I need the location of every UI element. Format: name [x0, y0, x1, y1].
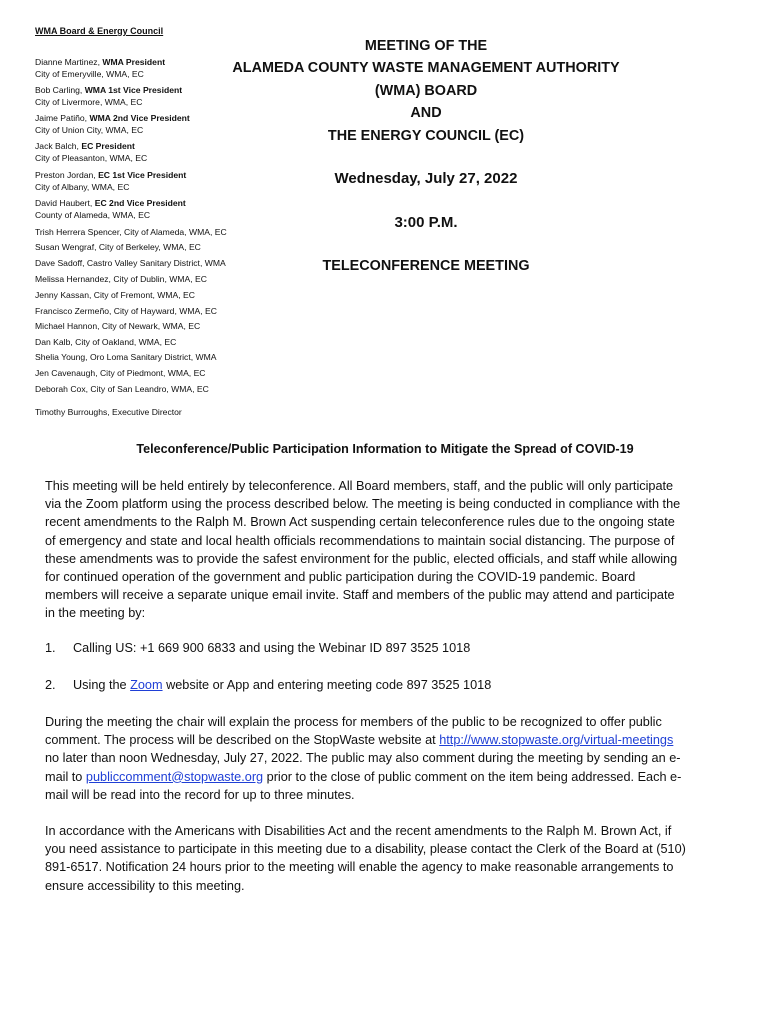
member-entry: [35, 197, 186, 221]
member-line: Melissa Hernandez, City of Dublin, WMA, EC: [35, 274, 207, 284]
list-item-phone: [45, 641, 470, 655]
member-line: Francisco Zermeño, City of Hayward, WMA, EC: [35, 306, 217, 316]
member-org: County of Alameda, WMA, EC: [35, 210, 151, 220]
paragraph-line: members will receive a separate unique email invite. Staff and members of the public may attend and participate: [45, 588, 675, 603]
member-entry: [35, 84, 182, 108]
paragraph-text: mail to: [45, 769, 86, 784]
title-line: THE ENERGY COUNCIL (EC): [327, 127, 525, 144]
paragraph-line: recent amendments to the Ralph M. Brown Act suspending certain teleconference rules due to the ongoing state: [45, 515, 675, 530]
meeting-type: TELECONFERENCE MEETING: [322, 258, 530, 274]
member-role: WMA 1st Vice President: [84, 85, 183, 95]
meeting-time: 3:00 P.M.: [394, 214, 458, 231]
member-entry: [35, 169, 186, 193]
member-name: Jaime Patiño,: [35, 113, 90, 123]
member-role: EC President: [81, 141, 135, 151]
member-name: David Haubert,: [35, 198, 95, 208]
member-entry: [35, 112, 190, 136]
list-item-zoom: [45, 678, 491, 692]
public-comment-email-link[interactable]: publiccomment@stopwaste.org: [85, 769, 264, 784]
title-line: AND: [410, 105, 442, 122]
member-line: Dave Sadoff, Castro Valley Sanitary District, WMA: [35, 258, 226, 268]
paragraph-text: comment. The process will be described on the StopWaste website at: [45, 733, 440, 748]
member-name: Bob Carling,: [35, 85, 85, 95]
list-text: website or App and entering meeting code 897 3525 1018: [162, 678, 492, 692]
member-name: Preston Jordan,: [35, 170, 99, 180]
member-role: WMA President: [102, 57, 166, 67]
paragraph-line: 891-6517. Notification 24 hours prior to the meeting will enable the agency to make reasonable arrangements to: [45, 860, 674, 875]
paragraph-line: mail will be read into the record for up to three minutes.: [45, 787, 355, 802]
member-line: Shelia Young, Oro Loma Sanitary District, WMA: [35, 352, 217, 362]
member-org: City of Pleasanton, WMA, EC: [35, 153, 148, 163]
member-line: Jenny Kassan, City of Fremont, WMA, EC: [35, 290, 195, 300]
paragraph-line: of emergency and state and local health officials recommendations to maintain social distancing. The purpose of: [45, 533, 675, 548]
member-line: Trish Herrera Spencer, City of Alameda, WMA, EC: [35, 227, 227, 237]
member-line: Jen Cavenaugh, City of Piedmont, WMA, EC: [35, 368, 206, 378]
executive-director: Timothy Burroughs, Executive Director: [35, 407, 182, 417]
member-line: Michael Hannon, City of Newark, WMA, EC: [35, 321, 201, 331]
section-heading: Teleconference/Public Participation Information to Mitigate the Spread of COVID-19: [136, 442, 634, 456]
accessibility-paragraph: [45, 822, 735, 895]
member-org: City of Union City, WMA, EC: [35, 125, 144, 135]
list-text: Using the: [73, 678, 131, 692]
council-heading: WMA Board & Energy Council: [35, 26, 164, 36]
virtual-meetings-link[interactable]: http://www.stopwaste.org/virtual-meetings: [439, 733, 674, 748]
zoom-link[interactable]: Zoom: [130, 678, 163, 692]
member-role: WMA 2nd Vice President: [89, 113, 190, 123]
member-entry: [35, 140, 147, 164]
title-line: ALAMEDA COUNTY WASTE MANAGEMENT AUTHORITY: [232, 60, 620, 77]
member-line: Dan Kalb, City of Oakland, WMA, EC: [35, 337, 177, 347]
paragraph-line: [45, 731, 735, 749]
paragraph-text: prior to the close of public comment on the item being addressed. Each e-: [263, 769, 682, 784]
paragraph-line: ensure accessibility to this meeting.: [45, 878, 245, 893]
paragraph-line: you need assistance to participate in this meeting due to a disability, please contact the Clerk of the Board at (510): [45, 842, 686, 857]
list-number: 2.: [45, 678, 56, 692]
member-entry: [35, 56, 165, 80]
member-name: Jack Balch,: [35, 141, 82, 151]
member-line: Susan Wengraf, City of Berkeley, WMA, EC: [35, 242, 201, 252]
member-org: City of Emeryville, WMA, EC: [35, 69, 144, 79]
meeting-title: [195, 35, 657, 147]
member-role: EC 1st Vice President: [98, 170, 187, 180]
participation-paragraph: [45, 477, 735, 623]
paragraph-line: in the meeting by:: [45, 606, 146, 621]
paragraph-line: for continued operation of the government and public participation during the COVID-19 pandemic. Board: [45, 570, 636, 585]
member-org: City of Albany, WMA, EC: [35, 182, 130, 192]
paragraph-line: [45, 768, 735, 786]
member-line: Deborah Cox, City of San Leandro, WMA, EC: [35, 384, 209, 394]
member-name: Dianne Martinez,: [35, 57, 103, 67]
paragraph-line: via the Zoom platform using the process described below. The meeting is being conducted in compliance with the: [45, 497, 681, 512]
paragraph-line: During the meeting the chair will explain the process for members of the public to be recognized to offer public: [45, 715, 662, 729]
public-comment-paragraph: [45, 713, 735, 804]
list-number: 1.: [45, 641, 56, 655]
member-role: EC 2nd Vice President: [94, 198, 186, 208]
title-line: (WMA) BOARD: [374, 82, 478, 99]
member-org: City of Livermore, WMA, EC: [35, 97, 143, 107]
list-text: Calling US: +1 669 900 6833 and using the Webinar ID 897 3525 1018: [73, 641, 471, 655]
paragraph-line: no later than noon Wednesday, July 27, 2022. The public may also comment during the meeting by sending an e-: [45, 751, 681, 766]
paragraph-line: In accordance with the Americans with Disabilities Act and the recent amendments to the Ralph M. Brown Act, if: [45, 824, 672, 838]
title-line: MEETING OF THE: [364, 38, 488, 54]
paragraph-line: This meeting will be held entirely by teleconference. All Board members, staff, and the public will only participate: [45, 479, 674, 493]
paragraph-line: these amendments was to provide the safest environment for the public, elected officials, and staff while allowing: [45, 551, 678, 566]
meeting-date: Wednesday, July 27, 2022: [334, 170, 518, 187]
